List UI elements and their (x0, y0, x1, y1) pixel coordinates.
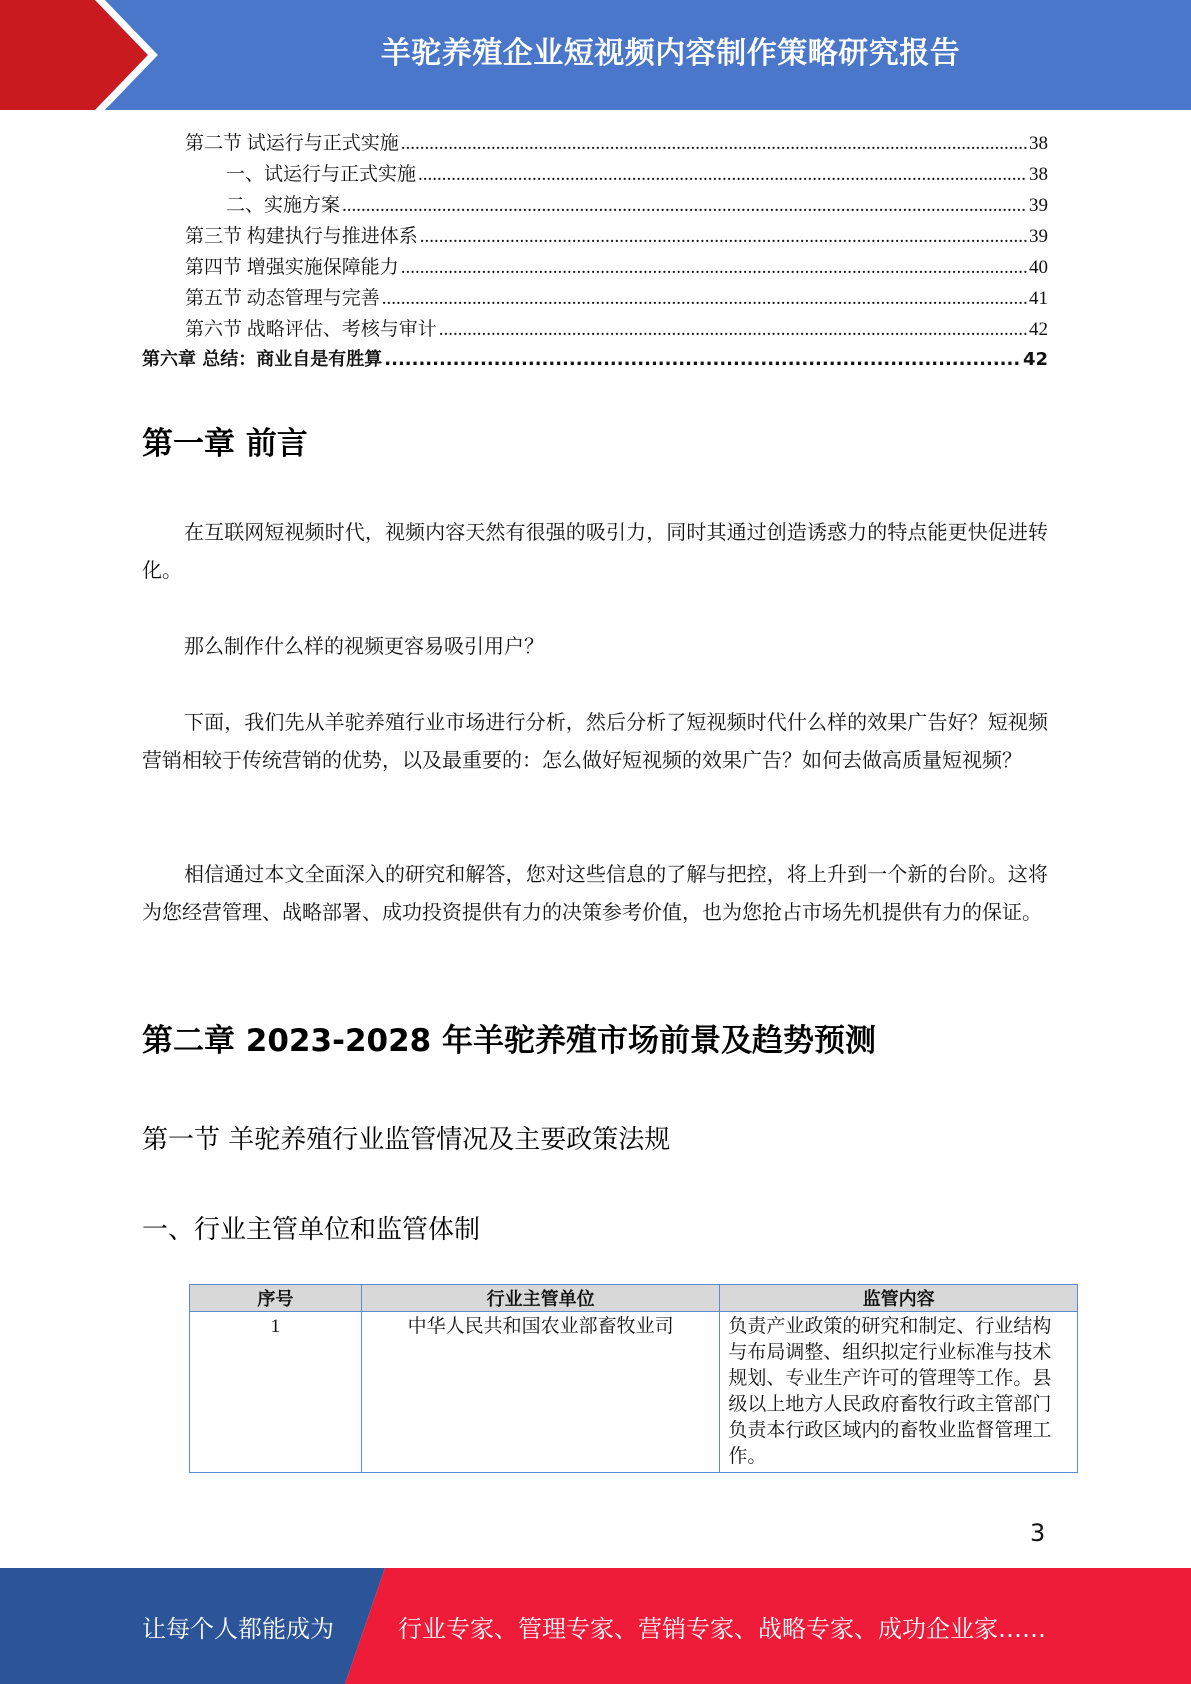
toc-leader (401, 257, 1027, 279)
toc-entry[interactable] (142, 314, 1048, 345)
page-number: 3 (1030, 1519, 1046, 1547)
toc-entry[interactable] (142, 283, 1048, 314)
regulator-table (189, 1284, 1078, 1473)
page-header (0, 0, 1191, 110)
toc-entry-page: 42 (1022, 349, 1048, 370)
table-of-contents (142, 128, 1048, 376)
toc-leader (420, 226, 1027, 248)
chapter-2-heading: 第二章 2023-2028 年羊驼养殖市场前景及趋势预测 (142, 1023, 877, 1059)
toc-entry[interactable] (142, 159, 1048, 190)
toc-entry-title: 第六节 战略评估、考核与审计 (185, 319, 437, 340)
toc-entry-page: 40 (1029, 257, 1048, 278)
toc-entry-title: 第三节 构建执行与推进体系 (185, 226, 418, 247)
page-footer (0, 1568, 1191, 1684)
body-paragraph: 那么制作什么样的视频更容易吸引用户？ (184, 636, 544, 658)
toc-leader (418, 164, 1027, 186)
table-row (190, 1312, 1078, 1473)
toc-entry-page: 39 (1029, 195, 1048, 216)
toc-leader (384, 349, 1021, 370)
toc-leader (382, 288, 1027, 310)
toc-entry-page: 39 (1029, 226, 1048, 247)
toc-entry-title: 二、实施方案 (226, 195, 341, 216)
toc-entry[interactable] (142, 221, 1048, 252)
toc-entry-title: 第二节 试运行与正式实施 (185, 133, 399, 154)
toc-leader (342, 195, 1027, 217)
table-cell: 负责产业政策的研究和制定、行业结构与布局调整、组织拟定行业标准与技术规划、专业生产许可的管理等工作。县级以上地方人民政府畜牧行政主管部门负责本行政区域内的畜牧业监督管理工作。 (720, 1312, 1078, 1473)
subsection-heading: 一、行业主管单位和监管体制 (142, 1215, 481, 1245)
section-heading: 第一节 羊驼养殖行业监管情况及主要政策法规 (142, 1125, 671, 1155)
document-title: 羊驼养殖企业短视频内容制作策略研究报告 (380, 36, 961, 71)
body-paragraph: 在互联网短视频时代，视频内容天然有很强的吸引力，同时其通过创造诱惑力的特点能更快促进转化。 (142, 522, 1048, 582)
footer-slogan-left: 让每个人都能成为 (142, 1614, 334, 1643)
toc-entry-page: 38 (1029, 164, 1048, 185)
footer-slogan-right: 行业专家、管理专家、营销专家、战略专家、成功企业家…… (398, 1614, 1046, 1643)
column-header: 监管内容 (720, 1285, 1078, 1312)
body-paragraph: 下面，我们先从羊驼养殖行业市场进行分析，然后分析了短视频时代什么样的效果广告好？短视频营销相较于传统营销的优势，以及最重要的：怎么做好短视频的效果广告？如何去做高质量短视频？ (142, 712, 1048, 772)
toc-entry[interactable] (142, 128, 1048, 159)
table-cell: 1 (190, 1312, 362, 1473)
toc-entry-title: 第四节 增强实施保障能力 (185, 257, 399, 278)
column-header: 行业主管单位 (361, 1285, 720, 1312)
toc-entry-title: 第六章 总结：商业自是有胜算 (142, 349, 383, 370)
column-header: 序号 (190, 1285, 362, 1312)
toc-leader (439, 319, 1027, 341)
toc-entry-title: 第五节 动态管理与完善 (185, 288, 380, 309)
toc-entry-page: 42 (1029, 319, 1048, 340)
toc-entry-title: 一、试运行与正式实施 (226, 164, 417, 185)
toc-entry-page: 41 (1029, 288, 1048, 309)
toc-entry-chapter[interactable] (142, 345, 1048, 376)
toc-entry[interactable] (142, 252, 1048, 283)
table-header-row (190, 1285, 1078, 1312)
toc-entry[interactable] (142, 190, 1048, 221)
chapter-1-heading: 第一章 前言 (142, 426, 308, 462)
toc-leader (401, 133, 1027, 155)
table-cell: 中华人民共和国农业部畜牧业司 (361, 1312, 720, 1473)
body-paragraph: 相信通过本文全面深入的研究和解答，您对这些信息的了解与把控，将上升到一个新的台阶。这将为您经营管理、战略部署、成功投资提供有力的决策参考价值，也为您抢占市场先机提供有力的保证。 (142, 864, 1048, 924)
toc-entry-page: 38 (1029, 133, 1048, 154)
